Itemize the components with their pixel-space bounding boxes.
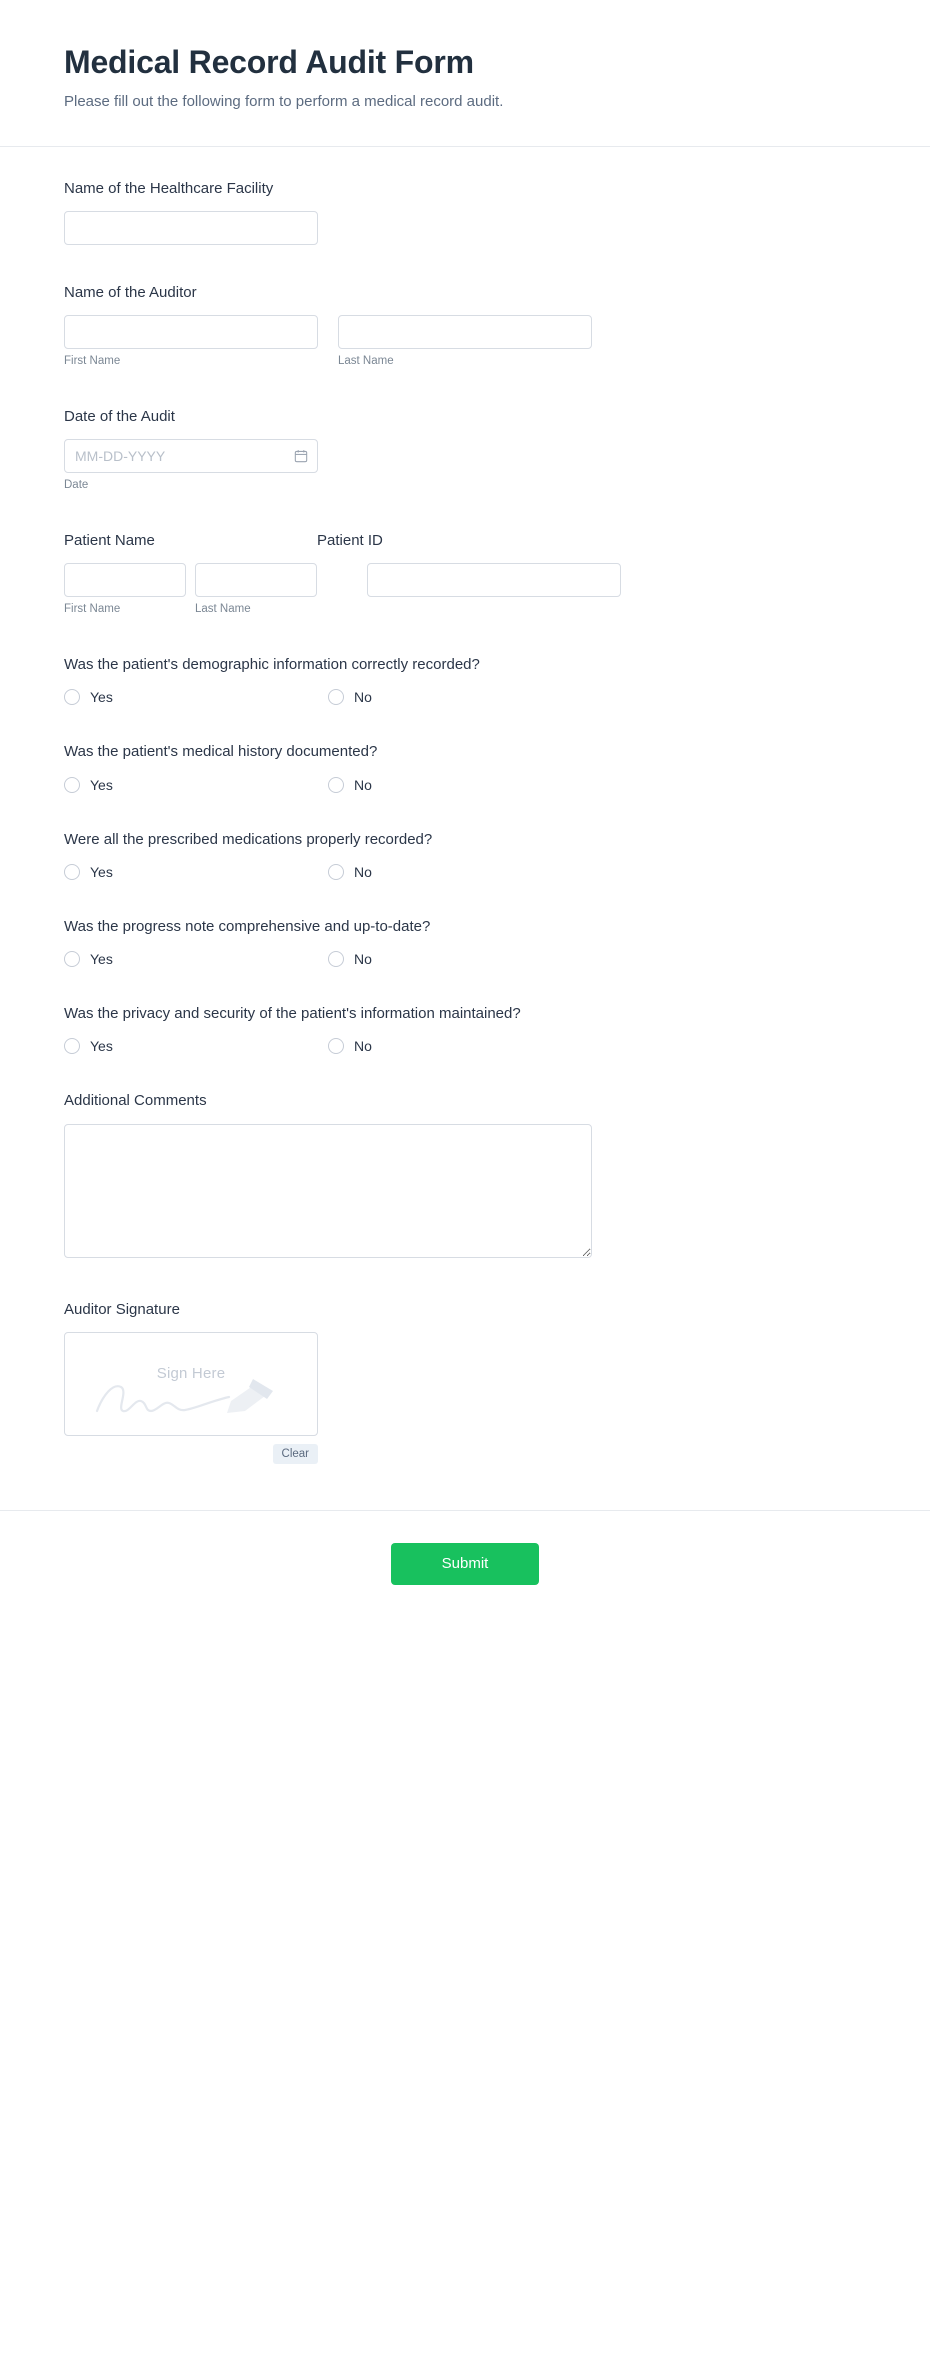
auditor-last-name-input[interactable] bbox=[338, 315, 592, 349]
audit-date-sublabel: Date bbox=[64, 479, 89, 492]
patient-id-col bbox=[367, 563, 621, 597]
radio-label: No bbox=[354, 689, 372, 706]
patient-first-col bbox=[64, 563, 186, 617]
radio-progress-note-yes[interactable] bbox=[64, 951, 328, 967]
radio-circle-icon[interactable] bbox=[64, 864, 80, 880]
radio-circle-icon[interactable] bbox=[328, 689, 344, 705]
signature-placeholder-icon bbox=[93, 1377, 293, 1426]
radio-circle-icon[interactable] bbox=[328, 951, 344, 967]
field-audit-date bbox=[64, 407, 866, 493]
form-footer bbox=[0, 1510, 930, 1629]
radio-circle-icon[interactable] bbox=[64, 689, 80, 705]
radio-circle-icon[interactable] bbox=[328, 777, 344, 793]
audit-date-input[interactable] bbox=[64, 439, 318, 473]
question-progress-note bbox=[64, 917, 866, 967]
radio-demographics-no[interactable] bbox=[328, 689, 592, 705]
auditor-signature-label: Auditor Signature bbox=[64, 1300, 180, 1318]
radio-label: No bbox=[354, 863, 372, 880]
radio-circle-icon[interactable] bbox=[64, 951, 80, 967]
radio-circle-icon[interactable] bbox=[328, 1038, 344, 1054]
radio-label: Yes bbox=[90, 1038, 113, 1055]
question-demographics bbox=[64, 655, 866, 705]
patient-first-name-sublabel: First Name bbox=[64, 603, 121, 616]
radio-progress-note-no[interactable] bbox=[328, 951, 592, 967]
audit-date-label: Date of the Audit bbox=[64, 408, 175, 426]
patient-last-name-sublabel: Last Name bbox=[195, 603, 251, 616]
page-title: Medical Record Audit Form bbox=[64, 44, 474, 80]
radio-privacy-security-yes[interactable] bbox=[64, 1038, 328, 1054]
radio-label: No bbox=[354, 1038, 372, 1055]
question-text: Was the progress note comprehensive and up-to-date? bbox=[64, 917, 431, 935]
field-auditor-signature bbox=[64, 1300, 866, 1464]
radio-circle-icon[interactable] bbox=[328, 864, 344, 880]
clear-signature-button[interactable]: Clear bbox=[273, 1444, 318, 1464]
radio-label: Yes bbox=[90, 776, 113, 793]
radio-label: No bbox=[354, 776, 372, 793]
field-additional-comments bbox=[64, 1091, 866, 1257]
radio-medications-no[interactable] bbox=[328, 864, 592, 880]
additional-comments-label: Additional Comments bbox=[64, 1092, 207, 1110]
signature-hint: Sign Here bbox=[156, 1364, 226, 1382]
auditor-last-col bbox=[338, 315, 592, 369]
patient-first-name-input[interactable] bbox=[64, 563, 186, 597]
auditor-first-col bbox=[64, 315, 318, 369]
question-text: Was the privacy and security of the patient's information maintained? bbox=[64, 1005, 521, 1023]
page-subtitle: Please fill out the following form to perform a medical record audit. bbox=[64, 92, 504, 110]
radio-medications-yes[interactable] bbox=[64, 864, 328, 880]
question-privacy-security bbox=[64, 1004, 866, 1054]
auditor-first-name-input[interactable] bbox=[64, 315, 318, 349]
radio-medical-history-yes[interactable] bbox=[64, 777, 328, 793]
radio-label: Yes bbox=[90, 689, 113, 706]
radio-circle-icon[interactable] bbox=[64, 1038, 80, 1054]
question-text: Were all the prescribed medications properly recorded? bbox=[64, 830, 433, 848]
patient-name-label: Patient Name bbox=[64, 532, 155, 550]
form-body bbox=[0, 147, 930, 1510]
field-patient bbox=[64, 531, 866, 617]
auditor-last-name-sublabel: Last Name bbox=[338, 355, 394, 368]
facility-input[interactable] bbox=[64, 211, 318, 245]
form-header bbox=[0, 0, 930, 147]
question-medical-history bbox=[64, 742, 866, 792]
auditor-label: Name of the Auditor bbox=[64, 284, 197, 302]
patient-last-name-input[interactable] bbox=[195, 563, 317, 597]
radio-label: Yes bbox=[90, 863, 113, 880]
patient-last-col bbox=[195, 563, 317, 617]
field-auditor-name bbox=[64, 283, 866, 369]
radio-demographics-yes[interactable] bbox=[64, 689, 328, 705]
question-text: Was the patient's medical history documented? bbox=[64, 743, 378, 761]
question-text: Was the patient's demographic information correctly recorded? bbox=[64, 656, 480, 674]
signature-pad[interactable] bbox=[64, 1332, 318, 1436]
additional-comments-textarea[interactable] bbox=[64, 1124, 592, 1258]
question-medications bbox=[64, 830, 866, 880]
facility-label: Name of the Healthcare Facility bbox=[64, 179, 274, 197]
auditor-first-name-sublabel: First Name bbox=[64, 355, 121, 368]
patient-id-label: Patient ID bbox=[317, 532, 383, 550]
radio-privacy-security-no[interactable] bbox=[328, 1038, 592, 1054]
patient-id-input[interactable] bbox=[367, 563, 621, 597]
submit-button[interactable]: Submit bbox=[391, 1543, 539, 1585]
radio-label: No bbox=[354, 951, 372, 968]
radio-label: Yes bbox=[90, 951, 113, 968]
field-facility bbox=[64, 179, 866, 245]
radio-circle-icon[interactable] bbox=[64, 777, 80, 793]
radio-medical-history-no[interactable] bbox=[328, 777, 592, 793]
